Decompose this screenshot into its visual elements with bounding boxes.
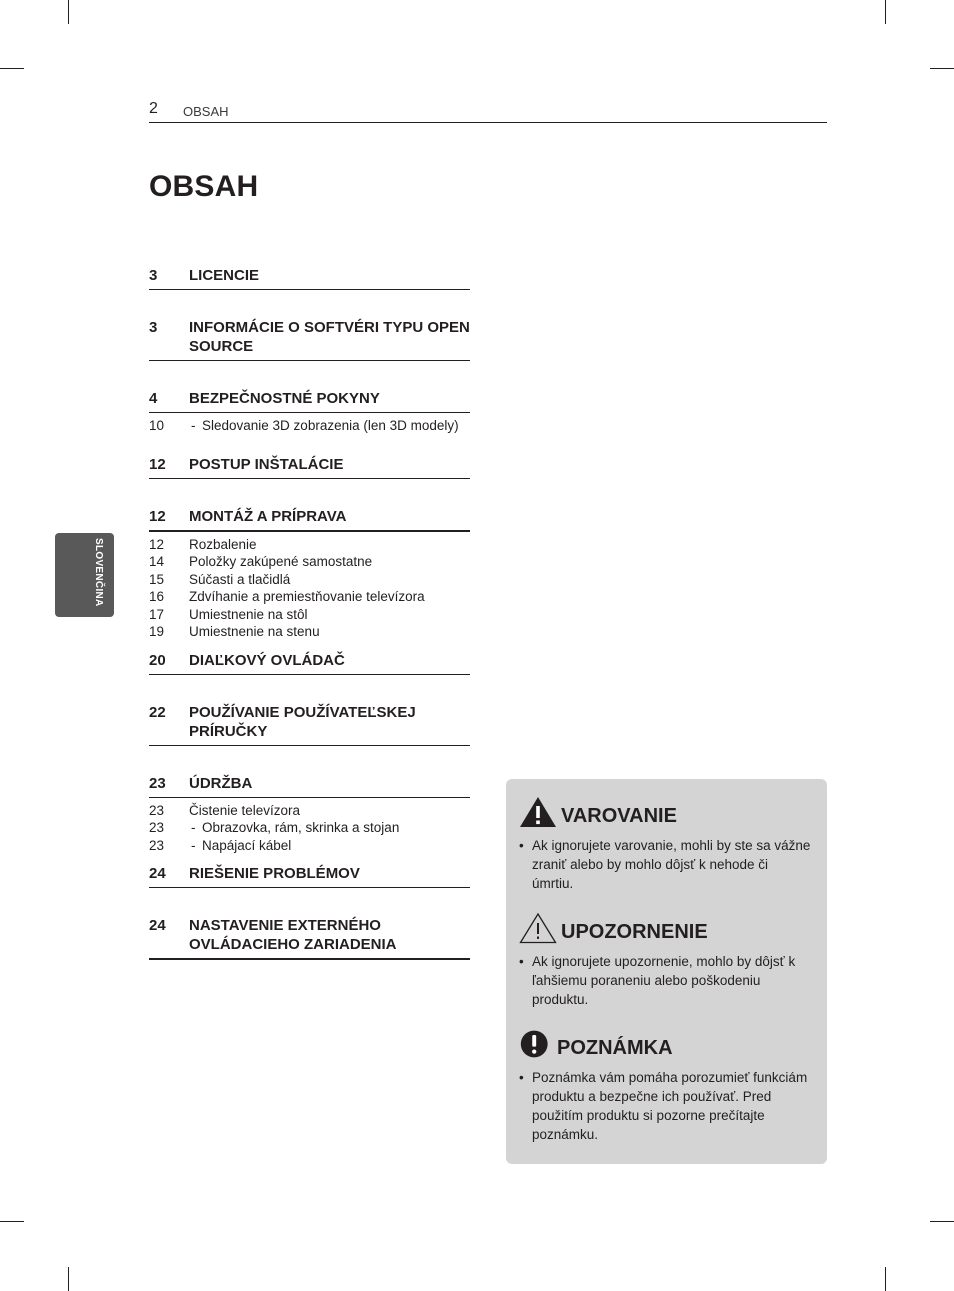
note-icon bbox=[519, 1028, 553, 1060]
toc-page-number: 3 bbox=[149, 267, 158, 284]
toc-entry[interactable] bbox=[149, 703, 470, 746]
toc-subentry[interactable] bbox=[149, 571, 470, 589]
warning-notice bbox=[506, 795, 827, 893]
notice-box bbox=[506, 779, 827, 1164]
toc-page-number: 24 bbox=[149, 917, 166, 934]
caution-icon bbox=[519, 912, 557, 944]
toc-page-number: 22 bbox=[149, 703, 166, 721]
toc-subentry-title: Umiestnenie na stenu bbox=[189, 624, 320, 639]
toc-section-title: LICENCIE bbox=[189, 267, 260, 284]
toc-subentry-dash: - bbox=[191, 837, 196, 853]
toc-section bbox=[149, 651, 470, 675]
toc-section-title: INFORMÁCIE O SOFTVÉRI TYPU OPEN SOURCE bbox=[189, 319, 470, 355]
toc-subentry[interactable] bbox=[149, 837, 470, 855]
toc-page-number: 3 bbox=[149, 319, 158, 336]
toc-subentry-page: 15 bbox=[149, 571, 165, 587]
toc-subentry-title: Položky zakúpené samostatne bbox=[189, 554, 373, 569]
toc-page-number: 20 bbox=[149, 651, 166, 669]
toc-section bbox=[149, 916, 470, 960]
toc-section-title: POSTUP INŠTALÁCIE bbox=[189, 455, 344, 473]
crop-mark bbox=[930, 68, 954, 69]
toc-subentry-page: 19 bbox=[149, 624, 165, 639]
note-notice bbox=[506, 1027, 827, 1144]
table-of-contents bbox=[149, 266, 470, 988]
toc-subentry-page: 17 bbox=[149, 606, 165, 622]
toc-entry[interactable] bbox=[149, 651, 470, 675]
crop-mark bbox=[0, 68, 24, 69]
toc-section bbox=[149, 455, 470, 479]
toc-entry[interactable] bbox=[149, 318, 470, 361]
toc-subentry-page: 23 bbox=[149, 802, 165, 818]
warning-icon bbox=[519, 796, 557, 828]
toc-subentry-title: Napájací kábel bbox=[202, 837, 292, 853]
toc-page-number: 4 bbox=[149, 390, 158, 407]
note-text: Poznámka vám pomáha porozumieť funkciám produktu a bezpečne ich používať. Pred použitím produktu si pozorne prečítajte poznámku. bbox=[532, 1070, 808, 1142]
toc-section-title: RIEŠENIE PROBLÉMOV bbox=[189, 865, 360, 882]
page-header bbox=[149, 100, 827, 123]
toc-page-number: 23 bbox=[149, 774, 166, 792]
toc-section-title: BEZPEČNOSTNÉ POKYNY bbox=[189, 390, 380, 407]
toc-section-title: MONTÁŽ A PRÍPRAVA bbox=[189, 507, 347, 525]
warning-title: VAROVANIE bbox=[561, 805, 677, 827]
toc-subentry-dash: - bbox=[191, 418, 196, 433]
toc-section bbox=[149, 703, 470, 746]
toc-subentry[interactable] bbox=[149, 606, 470, 624]
toc-subentry-page: 23 bbox=[149, 837, 165, 853]
toc-section-title: ÚDRŽBA bbox=[189, 774, 253, 792]
toc-subentry-page: 14 bbox=[149, 554, 165, 569]
page-number: 2 bbox=[149, 100, 158, 117]
toc-subentry-title: Rozbalenie bbox=[189, 536, 257, 552]
toc-entry[interactable] bbox=[149, 455, 470, 479]
language-tab-label: SLOVENČINA bbox=[93, 538, 104, 607]
crop-mark bbox=[930, 1221, 954, 1222]
toc-subentry-title: Sledovanie 3D zobrazenia (len 3D modely) bbox=[202, 418, 459, 433]
toc-subentry[interactable] bbox=[149, 802, 470, 820]
toc-section bbox=[149, 266, 470, 290]
running-title: OBSAH bbox=[183, 104, 229, 119]
toc-entry[interactable] bbox=[149, 864, 470, 888]
toc-subentry-page: 16 bbox=[149, 589, 165, 604]
crop-mark bbox=[885, 1267, 886, 1291]
toc-subentry-dash: - bbox=[191, 820, 196, 835]
toc-subentry[interactable] bbox=[149, 623, 470, 641]
bullet: • bbox=[519, 1070, 524, 1085]
toc-subentry[interactable] bbox=[149, 588, 470, 606]
crop-mark bbox=[885, 0, 886, 24]
toc-subentry-title: Súčasti a tlačidlá bbox=[189, 571, 291, 587]
language-tab bbox=[55, 533, 114, 617]
note-title: POZNÁMKA bbox=[557, 1037, 673, 1059]
toc-subentry[interactable] bbox=[149, 553, 470, 571]
toc-subentry-title: Umiestnenie na stôl bbox=[189, 606, 308, 622]
toc-subentry-title: Zdvíhanie a premiestňovanie televízora bbox=[189, 589, 425, 604]
caution-title: UPOZORNENIE bbox=[561, 921, 708, 943]
toc-subentry[interactable] bbox=[149, 417, 470, 435]
warning-text: Ak ignorujete varovanie, mohli by ste sa vážne zraniť alebo by mohlo dôjsť k nehode či úmrtiu. bbox=[532, 838, 811, 891]
toc-entry[interactable] bbox=[149, 266, 470, 290]
toc-section-title: NASTAVENIE EXTERNÉHO OVLÁDACIEHO ZARIADENIA bbox=[189, 917, 397, 953]
crop-mark bbox=[68, 0, 69, 24]
toc-section bbox=[149, 389, 470, 435]
bullet: • bbox=[519, 838, 524, 853]
bullet: • bbox=[519, 954, 524, 969]
toc-subsection-list bbox=[149, 802, 470, 855]
toc-entry[interactable] bbox=[149, 774, 470, 798]
toc-subentry-page: 12 bbox=[149, 536, 165, 552]
caution-text: Ak ignorujete upozornenie, mohlo by dôjsť k ľahšiemu poraneniu alebo poškodeniu produktu. bbox=[532, 954, 796, 1007]
toc-page-number: 12 bbox=[149, 507, 166, 525]
toc-subentry-page: 23 bbox=[149, 820, 165, 835]
toc-entry[interactable] bbox=[149, 507, 470, 532]
toc-subentry[interactable] bbox=[149, 536, 470, 554]
page-title: OBSAH bbox=[149, 170, 259, 203]
toc-subentry-title: Obrazovka, rám, skrinka a stojan bbox=[202, 820, 400, 835]
toc-page-number: 12 bbox=[149, 455, 166, 473]
toc-subsection-list bbox=[149, 536, 470, 641]
toc-section bbox=[149, 864, 470, 888]
toc-subentry-title: Čistenie televízora bbox=[189, 802, 301, 818]
toc-entry[interactable] bbox=[149, 916, 470, 960]
toc-section-title: POUŽÍVANIE POUŽÍVATEĽSKEJ PRÍRUČKY bbox=[189, 703, 416, 740]
toc-subentry[interactable] bbox=[149, 819, 470, 837]
toc-section bbox=[149, 507, 470, 641]
toc-entry[interactable] bbox=[149, 389, 470, 413]
toc-section bbox=[149, 318, 470, 361]
toc-subentry-page: 10 bbox=[149, 418, 165, 433]
toc-section bbox=[149, 774, 470, 855]
toc-section-title: DIAĽKOVÝ OVLÁDAČ bbox=[189, 651, 345, 669]
crop-mark bbox=[68, 1267, 69, 1291]
toc-subsection-list bbox=[149, 417, 470, 435]
toc-page-number: 24 bbox=[149, 865, 166, 882]
caution-notice bbox=[506, 911, 827, 1009]
crop-mark bbox=[0, 1221, 24, 1222]
